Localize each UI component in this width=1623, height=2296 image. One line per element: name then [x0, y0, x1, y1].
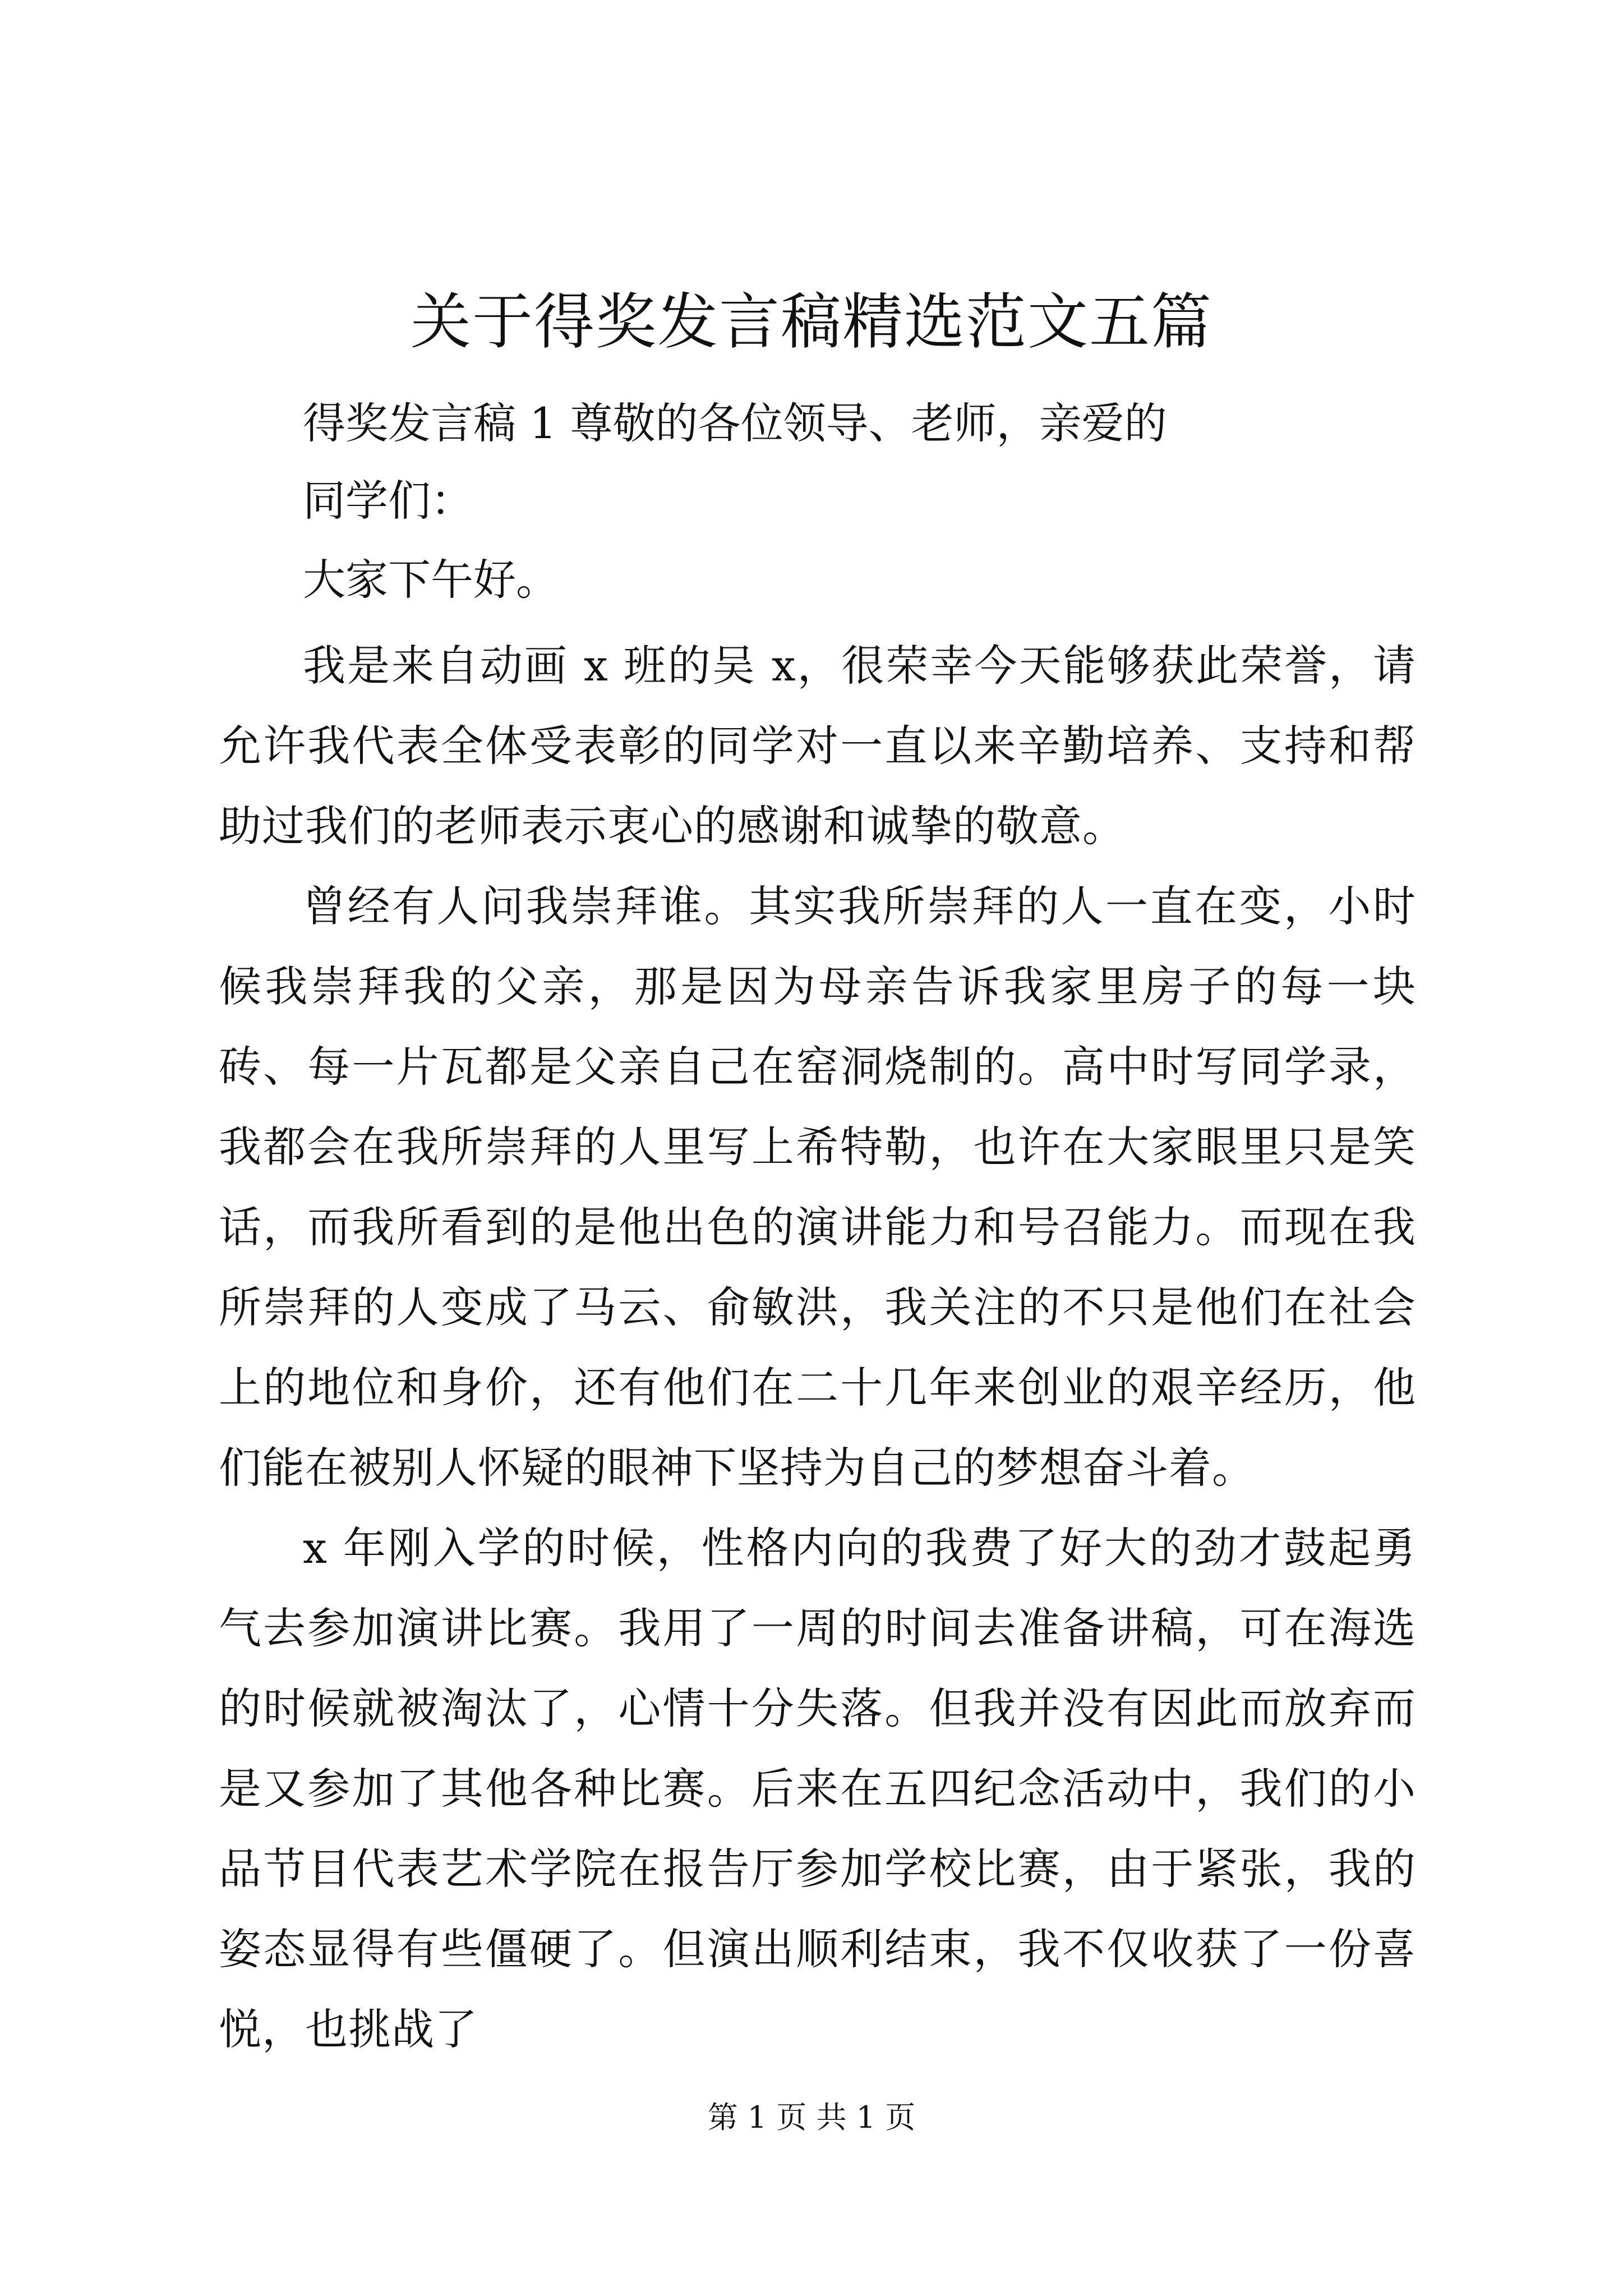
greeting-line: 大家下午好。 — [303, 555, 559, 605]
body-text — [219, 625, 1416, 2069]
document-title: 关于得奖发言稿精选范文五篇 — [410, 287, 1212, 357]
salutation-line-1: 得奖发言稿 1 尊敬的各位领导、老师，亲爱的 — [303, 398, 1167, 448]
paragraph-3: x 年刚入学的时候，性格内向的我费了好大的劲才鼓起勇气去参加演讲比赛。我用了一周的时间去准备讲稿，可在海选的时候就被淘汰了，心情十分失落。但我并没有因此而放弃而是又参加了其他各种比赛。后来在五四纪念活动中，我们的小品节目代表艺术学院在报告厅参加学校比赛，由于紧张，我的姿态显得有些僵硬了。但演出顺利结束，我不仅收获了一份喜悦，也挑战了 — [219, 1523, 1416, 2054]
page-footer: 第 1 页 共 1 页 — [707, 2100, 916, 2135]
paragraph-1: 我是来自动画 x 班的吴 x，很荣幸今天能够获此荣誉，请允许我代表全体受表彰的同学对一直以来辛勤培养、支持和帮助过我们的老师表示衷心的感谢和诚挚的敬意。 — [219, 641, 1416, 851]
paragraph-2: 曾经有人问我崇拜谁。其实我所崇拜的人一直在变，小时候我崇拜我的父亲，那是因为母亲告诉我家里房子的每一块砖、每一片瓦都是父亲自己在窑洞烧制的。高中时写同学录，我都会在我所崇拜的人里写上希特勒，也许在大家眼里只是笑话，而我所看到的是他出色的演讲能力和号召能力。而现在我所崇拜的人变成了马云、俞敏洪，我关注的不只是他们在社会上的地位和身价，还有他们在二十几年来创业的艰辛经历，他们能在被别人怀疑的眼神下坚持为自己的梦想奋斗着。 — [219, 881, 1416, 1493]
salutation-line-2: 同学们： — [303, 476, 473, 526]
